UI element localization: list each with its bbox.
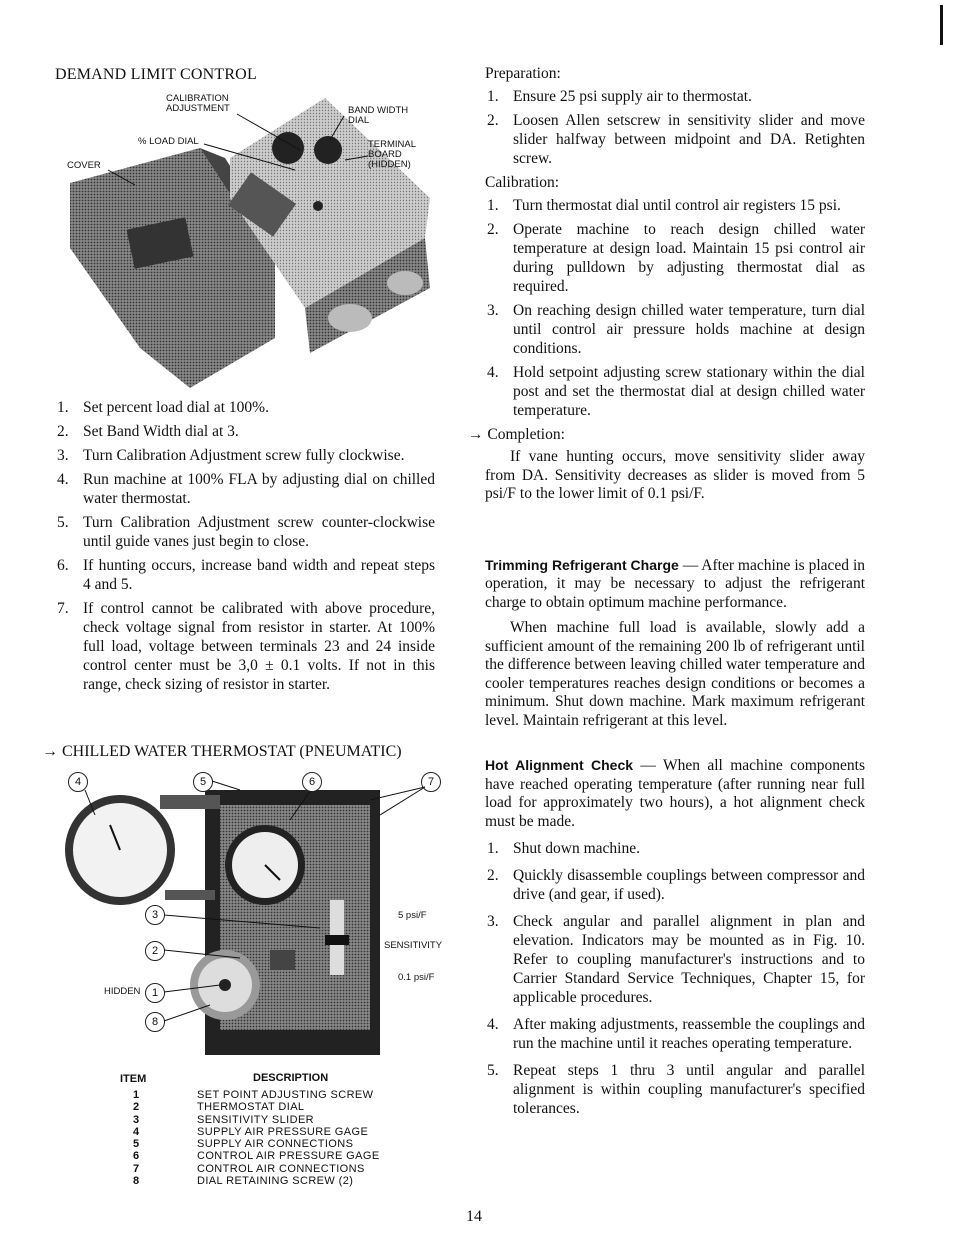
- callout-8: 8: [145, 1012, 165, 1032]
- list-item: 5. Turn Calibration Adjustment screw counter-clockwise until guide vanes just begin to close.: [57, 514, 435, 550]
- completion-label: Completion:: [487, 426, 565, 443]
- load-dial-label: % LOAD DIAL: [138, 136, 199, 147]
- slider-middle-label: SENSITIVITY: [384, 940, 443, 951]
- hot-alignment-text: — When all machine components have reached operating temperature (after running near full load for approximately two hours), a hot alignment check must be made.: [485, 757, 865, 830]
- callout-3: 3: [145, 905, 165, 925]
- list-item: 5. Repeat steps 1 thru 3 until angular and parallel alignment is within coupling manufacturer's specified tolerances.: [487, 1062, 865, 1117]
- list-item: 7. If control cannot be calibrated with above procedure, check voltage signal from resistor in starter. At 100% full load, voltage between terminals 23 and 24 inside control center must be 3,0 ± 0.1 volts. If not in this range, check sizing of resistor in starter.: [57, 600, 435, 693]
- list-item: 4. Hold setpoint adjusting screw stationary within the dial post and set the thermostat dial at design chilled water temperature.: [487, 364, 865, 419]
- hot-alignment-paragraph: [485, 756, 865, 831]
- trimming-title: Trimming Refrigerant Charge: [485, 556, 679, 573]
- slider-bottom-label: 0.1 psi/F: [398, 972, 435, 983]
- list-item: 6. If hunting occurs, increase band width and repeat steps 4 and 5.: [57, 557, 435, 593]
- preparation-steps: [485, 87, 865, 168]
- thermostat-heading-row: [42, 743, 402, 761]
- list-item: 2. Set Band Width dial at 3.: [57, 423, 239, 440]
- callout-5: 5: [193, 772, 213, 792]
- trimming-text-2: When machine full load is available, slowly add a sufficient amount of the remaining 200 lb of refrigerant until the difference between leaving chilled water temperature and cooler temperatures reaches design conditions or becomes a minimum. Shut down machine. Mark maximum refrigerant level. Maintain refrigerant at this level.: [485, 619, 865, 729]
- hot-alignment-steps: [485, 839, 865, 1118]
- thermostat-photo: [60, 770, 445, 1065]
- hidden-label: HIDDEN: [104, 986, 141, 997]
- margin-bar: [940, 5, 943, 45]
- arrow-marker: →: [42, 743, 58, 760]
- list-item: 1. Ensure 25 psi supply air to thermostat.: [487, 88, 752, 105]
- list-item: 2. Operate machine to reach design chilled water temperature at design load. Maintain 15 psi control air during pulldown by adjusting thermostat dial as required.: [487, 221, 865, 295]
- callout-4: 4: [68, 772, 88, 792]
- list-item: 4. After making adjustments, reassemble the couplings and run the machine until it reaches operating temperature.: [487, 1016, 865, 1052]
- calibration-label: Calibration:: [485, 174, 560, 191]
- list-item: 3. Check angular and parallel alignment in plan and elevation. Indicators may be mounted as in Fig. 10. Refer to coupling manufacturer's instructions and to Carrier Standard Service Techniques, Chapter 15, for applicable procedures.: [487, 913, 865, 1006]
- completion-row: [468, 425, 865, 444]
- callout-1: 1: [145, 983, 165, 1003]
- callout-2: 2: [145, 941, 165, 961]
- callout-6: 6: [302, 772, 322, 792]
- table-row: 1 SET POINT ADJUSTING SCREW: [133, 1089, 374, 1101]
- preparation-label: Preparation:: [485, 65, 561, 82]
- list-item: 1. Shut down machine.: [487, 840, 640, 857]
- list-item: 2. Quickly disassemble couplings between compressor and drive (and gear, if used).: [487, 867, 865, 903]
- calibration-steps: [485, 196, 865, 420]
- list-item: 3. Turn Calibration Adjustment screw fully clockwise.: [57, 447, 405, 464]
- trimming-text: — After machine is placed in operation, it may be necessary to adjust the refrigerant charge to obtain optimum machine performance.: [485, 556, 865, 611]
- table-row: 2 THERMOSTAT DIAL: [133, 1101, 305, 1114]
- calibration-adjustment-label: CALIBRATION ADJUSTMENT: [166, 93, 230, 114]
- table-row: 6 CONTROL AIR PRESSURE GAGE: [133, 1150, 380, 1163]
- demand-limit-heading: DEMAND LIMIT CONTROL: [55, 66, 257, 83]
- table-row: 7 CONTROL AIR CONNECTIONS: [133, 1162, 365, 1175]
- band-width-dial-label: BAND WIDTH DIAL: [348, 105, 409, 126]
- description-header: DESCRIPTION: [253, 1072, 329, 1084]
- list-item: 2. Loosen Allen setscrew in sensitivity slider and move slider halfway between midpoint and DA. Retighten screw.: [487, 112, 865, 167]
- arrow-marker: →: [468, 426, 484, 443]
- completion-text: If vane hunting occurs, move sensitivity slider away from DA. Sensitivity decreases as slider is moved from 5 psi/F to the lower limit of 0.1 psi/F.: [485, 448, 865, 502]
- thermostat-heading: CHILLED WATER THERMOSTAT (PNEUMATIC): [62, 743, 402, 760]
- list-item: 1. Set percent load dial at 100%.: [57, 399, 269, 416]
- terminal-board-label: TERMINAL BOARD (HIDDEN): [368, 139, 417, 170]
- demand-limit-photo: [60, 88, 440, 393]
- slider-top-label: 5 psi/F: [398, 910, 427, 921]
- page-number: 14: [466, 1208, 482, 1225]
- right-column: [468, 64, 865, 1126]
- list-item: 1. Turn thermostat dial until control air registers 15 psi.: [487, 197, 841, 214]
- table-row: 4 SUPPLY AIR PRESSURE GAGE: [133, 1125, 369, 1138]
- trimming-paragraph: [485, 556, 865, 613]
- demand-limit-steps: [55, 398, 435, 699]
- list-item: 4. Run machine at 100% FLA by adjusting dial on chilled water thermostat.: [57, 471, 435, 507]
- cover-label: COVER: [67, 160, 101, 171]
- table-row: 8 DIAL RETAINING SCREW (2): [133, 1175, 354, 1188]
- list-item: 3. On reaching design chilled water temperature, turn dial until control air pressure holds machine at design conditions.: [487, 302, 865, 357]
- table-row: 3 SENSITIVITY SLIDER: [133, 1113, 315, 1126]
- hot-alignment-title: Hot Alignment Check: [485, 757, 634, 773]
- callout-7: 7: [421, 772, 441, 792]
- table-row: 5 SUPPLY AIR CONNECTIONS: [133, 1138, 354, 1151]
- item-header: ITEM: [120, 1073, 147, 1085]
